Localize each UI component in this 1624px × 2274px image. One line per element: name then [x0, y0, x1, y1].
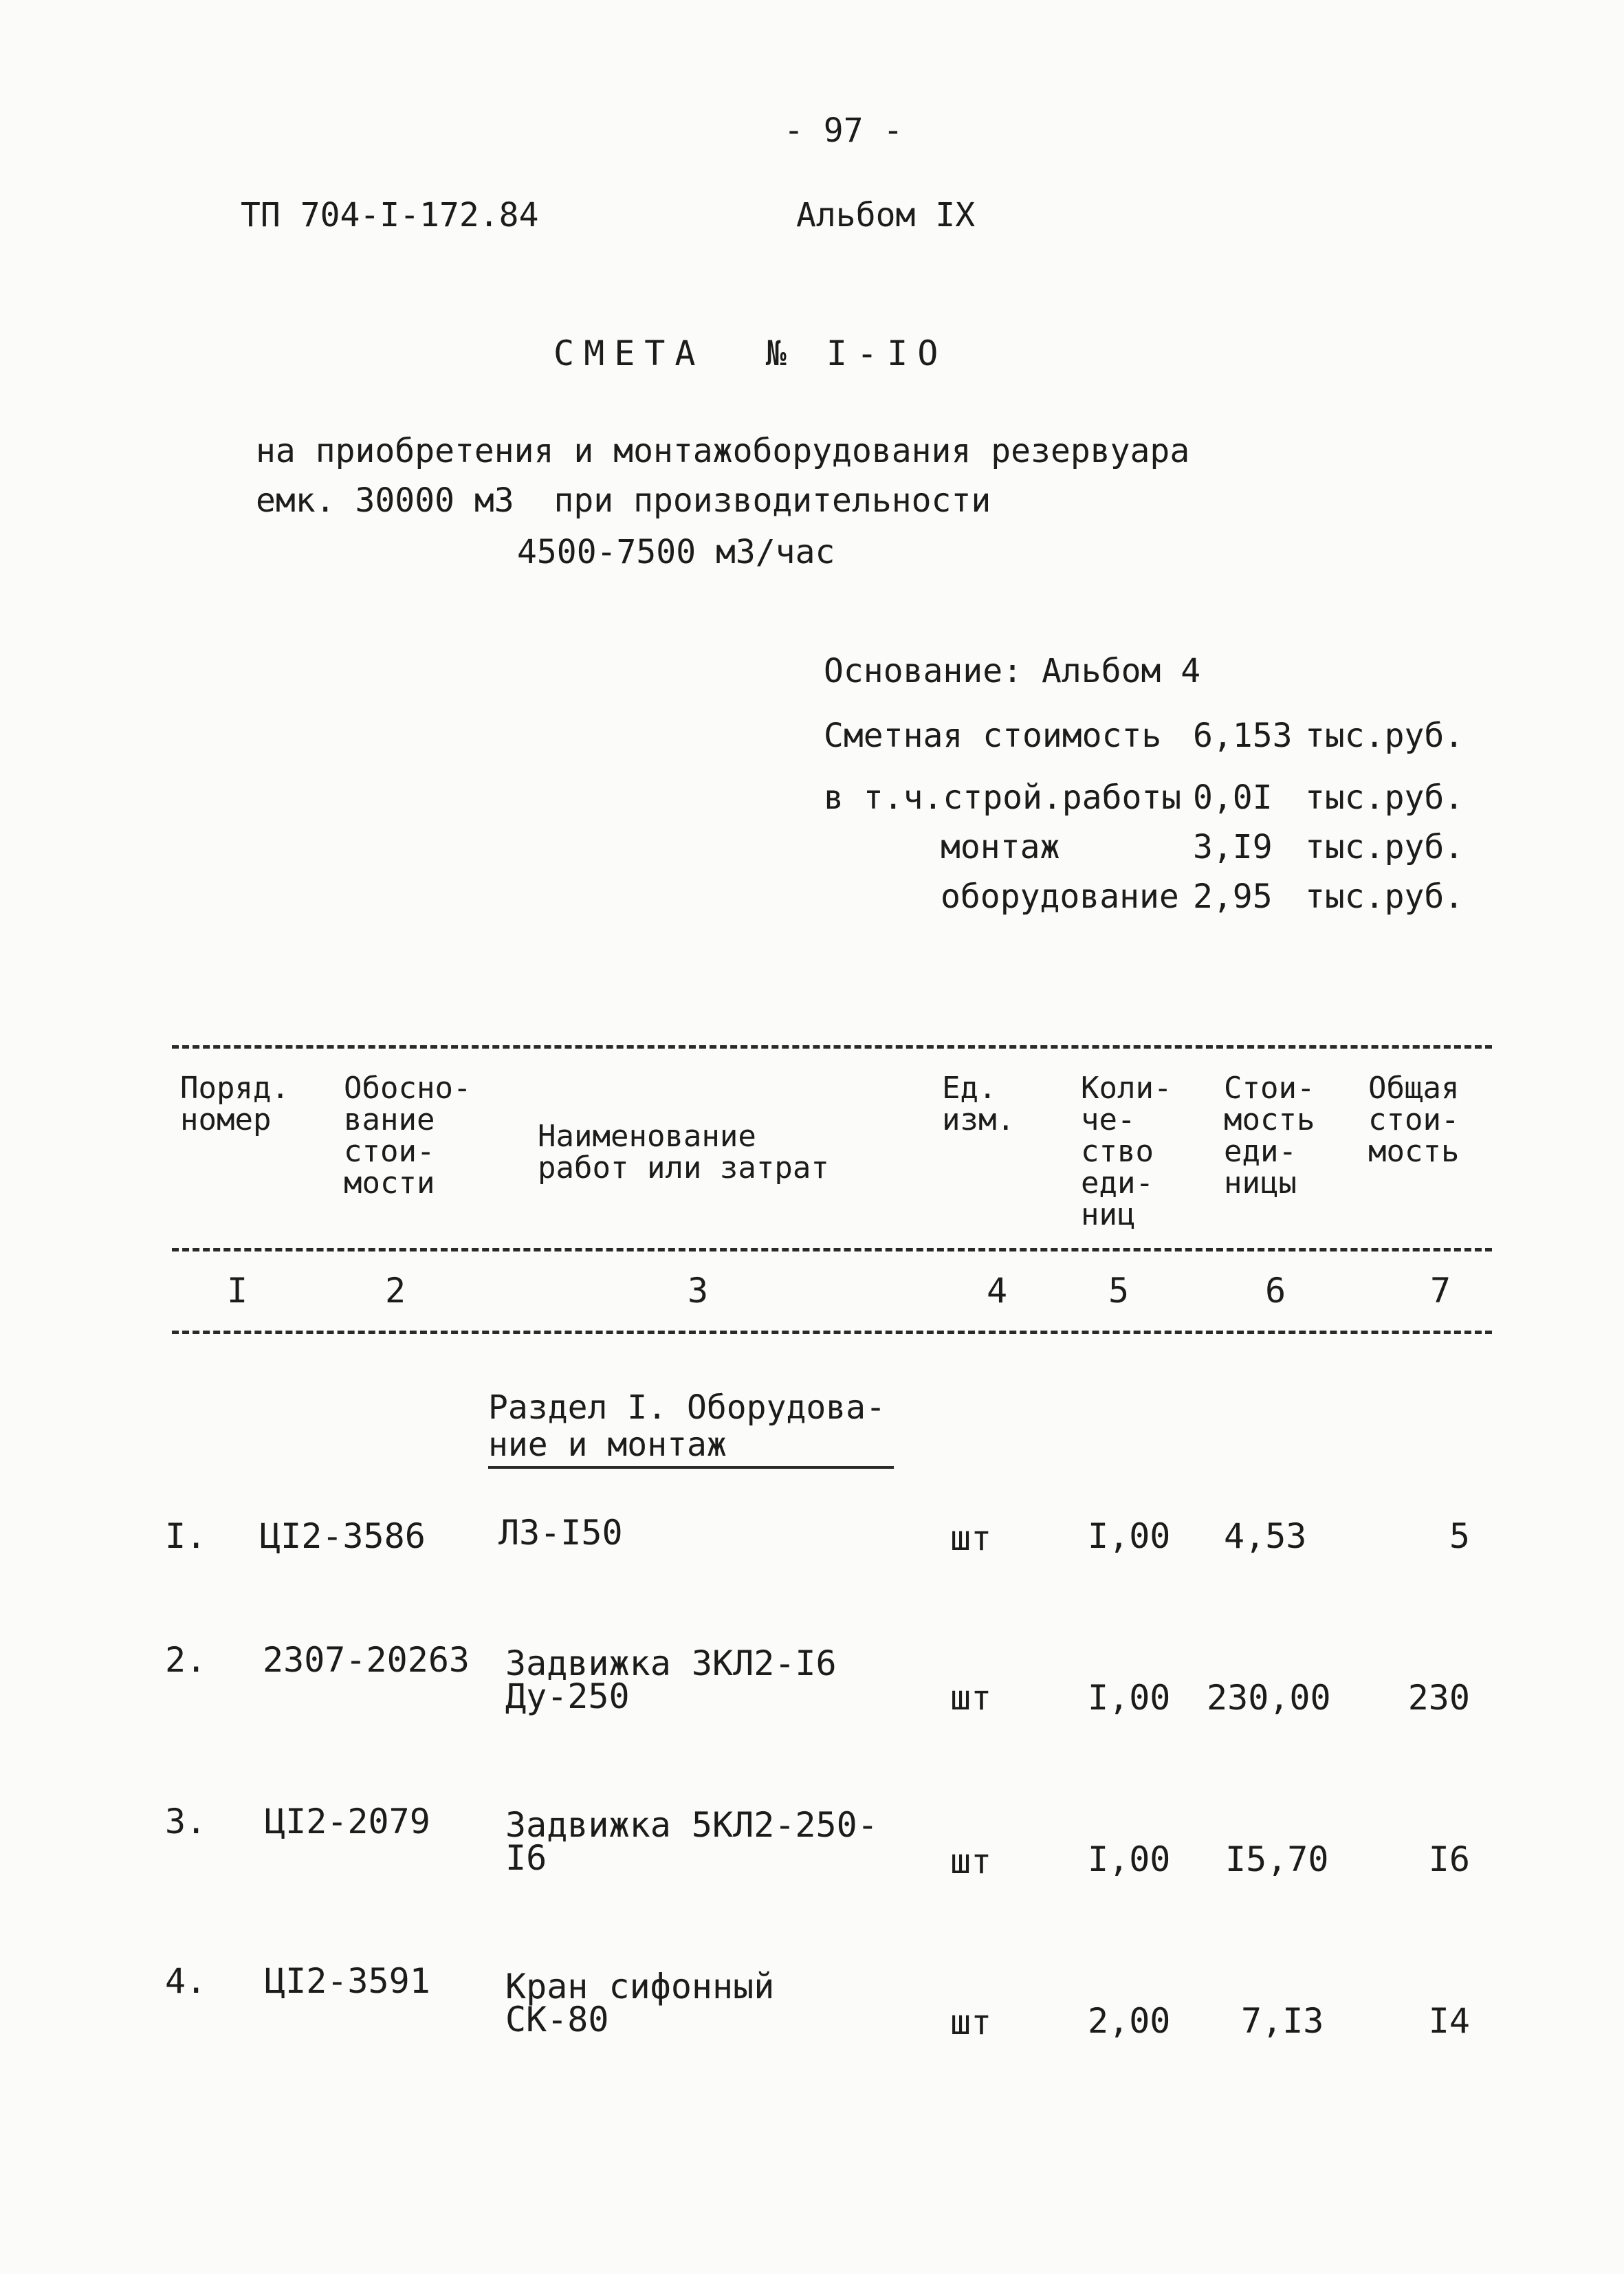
column-number-4: 4 [987, 1271, 1008, 1311]
row-2-quantity: I,00 [1088, 1678, 1171, 1718]
row-3-quantity: I,00 [1088, 1839, 1171, 1879]
row-2-name: Задвижка ЗКЛ2-I6 Ду-250 [505, 1643, 837, 1716]
basis-label: Основание: [824, 652, 1022, 690]
mounting-unit: тыс.руб. [1305, 828, 1464, 866]
header-order-number: Поряд. номер [180, 1071, 289, 1137]
column-number-2: 2 [385, 1271, 406, 1311]
row-1-total: 5 [1449, 1516, 1470, 1556]
row-2-basis: 2307-20263 [263, 1640, 470, 1680]
subtitle-line-1: на приобретения и монтажоборудования резервуара [256, 432, 1190, 470]
construction-value: 0,0I [1193, 778, 1273, 817]
table-top-rule [172, 1045, 1492, 1049]
row-1-unit-cost: 4,53 [1224, 1516, 1307, 1556]
construction-unit: тыс.руб. [1305, 778, 1464, 817]
document-code: ТП 704-I-172.84 [241, 196, 539, 234]
subtitle-line-2: емк. 30000 м3 при производительности [256, 481, 991, 520]
row-1-name: ЛЗ-I50 [498, 1513, 623, 1553]
column-number-3: 3 [688, 1271, 709, 1311]
header-bottom-rule [172, 1248, 1492, 1251]
header-item-name: Наименование работ или затрат [538, 1119, 829, 1185]
row-3-number: 3. [165, 1802, 207, 1841]
row-1-quantity: I,00 [1088, 1516, 1171, 1556]
construction-label: в т.ч.строй.работы [824, 778, 1182, 817]
page-number: - 97 - [784, 111, 903, 150]
section-title: Раздел I. Оборудова- ние и монтаж [488, 1388, 886, 1464]
row-2-unit-cost: 230,00 [1207, 1678, 1331, 1718]
header-total-cost: Общая стои- мость [1368, 1071, 1460, 1169]
album-label: Альбом IX [796, 196, 976, 234]
row-4-basis: ЦI2-3591 [265, 1961, 430, 2001]
row-1-number: I. [165, 1516, 207, 1556]
mounting-value: 3,I9 [1193, 828, 1273, 866]
row-4-quantity: 2,00 [1088, 2001, 1171, 2041]
row-2-unit: шт [950, 1678, 992, 1718]
column-number-1: I [227, 1271, 248, 1311]
row-3-total: I6 [1428, 1839, 1470, 1879]
row-3-unit-cost: I5,70 [1225, 1839, 1329, 1879]
row-2-number: 2. [165, 1640, 207, 1680]
row-4-number: 4. [165, 1961, 207, 2001]
column-number-5: 5 [1108, 1271, 1130, 1311]
header-quantity: Коли- че- ство еди- ниц [1081, 1071, 1172, 1232]
basis-value: Альбом 4 [1042, 652, 1201, 690]
row-4-unit: шт [950, 2002, 992, 2042]
equipment-unit: тыс.руб. [1305, 877, 1464, 916]
column-number-6: 6 [1265, 1271, 1286, 1311]
row-1-unit: шт [950, 1518, 992, 1558]
row-3-basis: ЦI2-2079 [265, 1802, 430, 1841]
row-2-total: 230 [1407, 1678, 1470, 1718]
column-number-7: 7 [1430, 1271, 1451, 1311]
header-unit-cost: Стои- мость еди- ницы [1224, 1071, 1315, 1201]
equipment-label: оборудование [941, 877, 1179, 916]
equipment-value: 2,95 [1193, 877, 1273, 916]
row-4-unit-cost: 7,I3 [1241, 2001, 1324, 2041]
row-4-name: Кран сифонный СК-80 [505, 1967, 775, 2040]
cost-unit: тыс.руб. [1305, 717, 1464, 755]
section-underline [488, 1466, 894, 1469]
mounting-label: монтаж [941, 828, 1060, 866]
row-3-name: Задвижка 5КЛ2-250- I6 [505, 1805, 878, 1878]
cost-label: Сметная стоимость [824, 717, 1162, 755]
row-3-unit: шт [950, 1841, 992, 1881]
estimate-title: СМЕТА № I-IO [553, 334, 948, 373]
cost-value: 6,153 [1193, 717, 1293, 755]
header-cost-basis: Обосно- вание стои- мости [344, 1071, 472, 1201]
row-1-basis: ЦI2-3586 [260, 1516, 426, 1556]
header-unit: Ед. изм. [942, 1071, 1015, 1137]
column-numbers-rule [172, 1331, 1492, 1334]
subtitle-line-3: 4500-7500 м3/час [517, 533, 835, 571]
row-4-total: I4 [1428, 2001, 1470, 2041]
